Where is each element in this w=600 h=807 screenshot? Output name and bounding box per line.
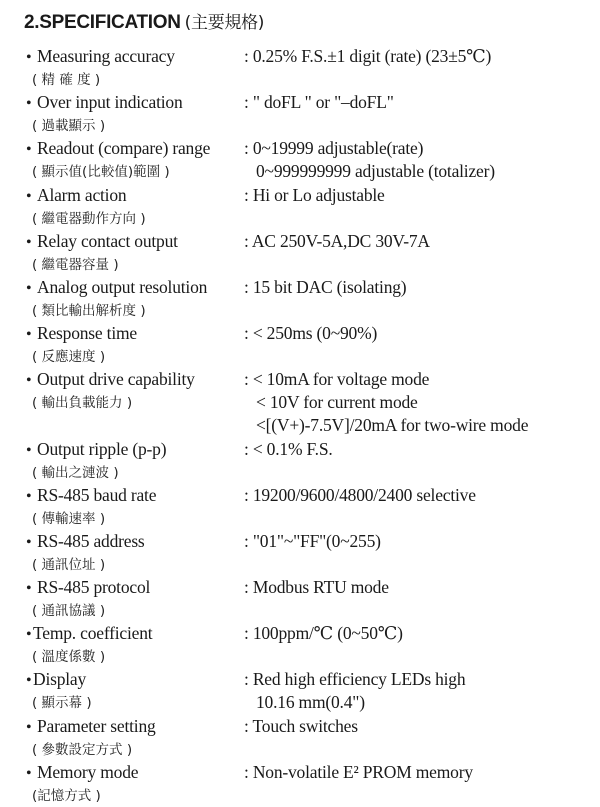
spec-row (26, 576, 586, 621)
spec-name-text: Temp. coefficient (33, 623, 153, 643)
spec-row (26, 530, 586, 575)
spec-name-en (26, 438, 246, 462)
spec-value (244, 576, 586, 621)
spec-row (26, 484, 586, 529)
heading-en: 2.SPECIFICATION (24, 12, 181, 33)
spec-label (26, 322, 246, 368)
spec-name-cn: ( 溫度係數 ) (32, 649, 106, 665)
spec-value (244, 184, 586, 229)
spec-name-cn: ( 精 確 度 ) (32, 72, 101, 88)
bullet-icon: • (26, 580, 32, 597)
spec-name-en (26, 322, 246, 346)
bullet-icon: • (26, 765, 32, 782)
spec-name-text: Analog output resolution (37, 277, 208, 297)
bullet-icon: • (26, 488, 32, 505)
bullet-icon: • (26, 188, 32, 205)
spec-label (26, 438, 246, 484)
spec-row (26, 668, 586, 714)
bullet-icon: • (26, 442, 32, 459)
spec-row (26, 368, 586, 437)
spec-value (244, 622, 586, 667)
spec-value-line: : 0~19999 adjustable(rate) (244, 138, 424, 158)
spec-value-line: : < 0.1% F.S. (244, 439, 333, 459)
spec-value-line: 0~999999999 adjustable (totalizer) (256, 161, 495, 181)
spec-row (26, 322, 586, 367)
spec-value-line: <[(V+)-7.5V]/20mA for two-wire mode (256, 415, 529, 435)
spec-name-text: Relay contact output (37, 231, 178, 251)
spec-value-line: : AC 250V-5A,DC 30V-7A (244, 231, 430, 251)
spec-value (244, 668, 586, 714)
spec-name-cn: ( 繼電器容量 ) (32, 257, 119, 273)
spec-value-line: : Non-volatile E² PROM memory (244, 762, 473, 782)
spec-label (26, 91, 246, 137)
spec-value-line: : 100ppm/℃ (0~50℃) (244, 623, 403, 643)
spec-name-text: RS-485 baud rate (37, 485, 157, 505)
spec-label (26, 230, 246, 276)
spec-name-cn: ( 顯示幕 ) (32, 695, 92, 711)
spec-value (244, 91, 586, 136)
spec-name-en (26, 368, 246, 392)
spec-name-en (26, 137, 246, 161)
spec-name-text: Over input indication (37, 92, 183, 112)
spec-value-line: < 10V for current mode (256, 392, 418, 412)
spec-label (26, 761, 246, 807)
spec-name-cn: ( 過載顯示 ) (32, 118, 106, 134)
spec-name-cn: (記憶方式 ) (32, 788, 101, 804)
spec-label (26, 715, 246, 761)
spec-value (244, 276, 586, 321)
spec-name-en (26, 230, 246, 254)
spec-row (26, 622, 586, 667)
spec-label (26, 184, 246, 230)
spec-name-en (26, 276, 246, 300)
spec-name-cn: ( 輸出之漣波 ) (32, 465, 119, 481)
spec-value-line: : "01"~"FF"(0~255) (244, 531, 381, 551)
spec-value-line: : < 250ms (0~90%) (244, 323, 378, 343)
spec-name-text: Response time (37, 323, 137, 343)
bullet-icon: • (26, 141, 32, 158)
spec-name-cn: ( 傳輸速率 ) (32, 511, 106, 527)
section-heading (24, 8, 264, 34)
spec-name-en (26, 622, 246, 646)
spec-value-line: : 19200/9600/4800/2400 selective (244, 485, 476, 505)
spec-name-cn: ( 反應速度 ) (32, 349, 106, 365)
spec-label (26, 484, 246, 530)
bullet-icon: • (26, 95, 32, 112)
spec-row (26, 761, 586, 806)
spec-label (26, 368, 246, 414)
spec-name-text: Output drive capability (37, 369, 195, 389)
spec-name-cn: ( 參數設定方式 ) (32, 742, 133, 758)
spec-value (244, 322, 586, 367)
bullet-icon: • (26, 234, 32, 251)
spec-name-text: RS-485 protocol (37, 577, 151, 597)
spec-name-cn: ( 通訊協議 ) (32, 603, 106, 619)
heading-zh: (主要規格) (184, 13, 265, 33)
bullet-icon: • (26, 626, 32, 643)
spec-name-en (26, 530, 246, 554)
spec-name-en (26, 91, 246, 115)
spec-label (26, 668, 246, 714)
spec-value-line: : 15 bit DAC (isolating) (244, 277, 407, 297)
spec-row (26, 91, 586, 136)
bullet-icon: • (26, 534, 32, 551)
bullet-icon: • (26, 719, 32, 736)
spec-value (244, 761, 586, 806)
spec-label (26, 137, 246, 183)
spec-label (26, 622, 246, 668)
spec-value (244, 530, 586, 575)
bullet-icon: • (26, 49, 32, 66)
spec-name-cn: ( 通訊位址 ) (32, 557, 106, 573)
spec-name-text: Output ripple (p-p) (37, 439, 167, 459)
spec-value (244, 368, 586, 437)
spec-name-text: Alarm action (37, 185, 127, 205)
spec-label (26, 530, 246, 576)
spec-name-cn: ( 輸出負載能力 ) (32, 395, 133, 411)
spec-value (244, 230, 586, 275)
spec-name-text: Measuring accuracy (37, 46, 175, 66)
spec-name-en (26, 668, 246, 692)
spec-row (26, 230, 586, 275)
bullet-icon: • (26, 280, 32, 297)
spec-value-line: : " doFL " or "–doFL" (244, 92, 394, 112)
spec-label (26, 45, 246, 91)
spec-value (244, 45, 586, 90)
spec-name-text: RS-485 address (37, 531, 145, 551)
bullet-icon: • (26, 672, 32, 689)
spec-label (26, 576, 246, 622)
spec-name-text: Readout (compare) range (37, 138, 211, 158)
spec-value (244, 137, 586, 183)
spec-value-line: : Red high efficiency LEDs high (244, 669, 466, 689)
spec-name-en (26, 715, 246, 739)
spec-name-text: Display (33, 669, 87, 689)
spec-name-text: Parameter setting (37, 716, 156, 736)
spec-row (26, 184, 586, 229)
spec-row (26, 45, 586, 90)
spec-name-en (26, 184, 246, 208)
spec-list (26, 45, 586, 807)
spec-name-en (26, 484, 246, 508)
bullet-icon: • (26, 372, 32, 389)
spec-name-en (26, 45, 246, 69)
spec-row (26, 715, 586, 760)
spec-row (26, 276, 586, 321)
spec-name-cn: ( 顯示值(比較值)範圍 ) (32, 164, 170, 180)
spec-value-line: : Modbus RTU mode (244, 577, 389, 597)
spec-value-line: : Hi or Lo adjustable (244, 185, 385, 205)
spec-value-line: : Touch switches (244, 716, 358, 736)
spec-value-line: : < 10mA for voltage mode (244, 369, 430, 389)
spec-name-en (26, 576, 246, 600)
spec-name-en (26, 761, 246, 785)
spec-value (244, 438, 586, 483)
spec-label (26, 276, 246, 322)
spec-value (244, 715, 586, 760)
spec-value-line: 10.16 mm(0.4") (256, 692, 365, 712)
spec-value (244, 484, 586, 529)
spec-name-cn: ( 類比輸出解析度 ) (32, 303, 146, 319)
spec-name-cn: ( 繼電器動作方向 ) (32, 211, 146, 227)
spec-name-text: Memory mode (37, 762, 139, 782)
spec-row (26, 137, 586, 183)
bullet-icon: • (26, 326, 32, 343)
spec-row (26, 438, 586, 483)
spec-value-line: : 0.25% F.S.±1 digit (rate) (23±5℃) (244, 46, 492, 66)
